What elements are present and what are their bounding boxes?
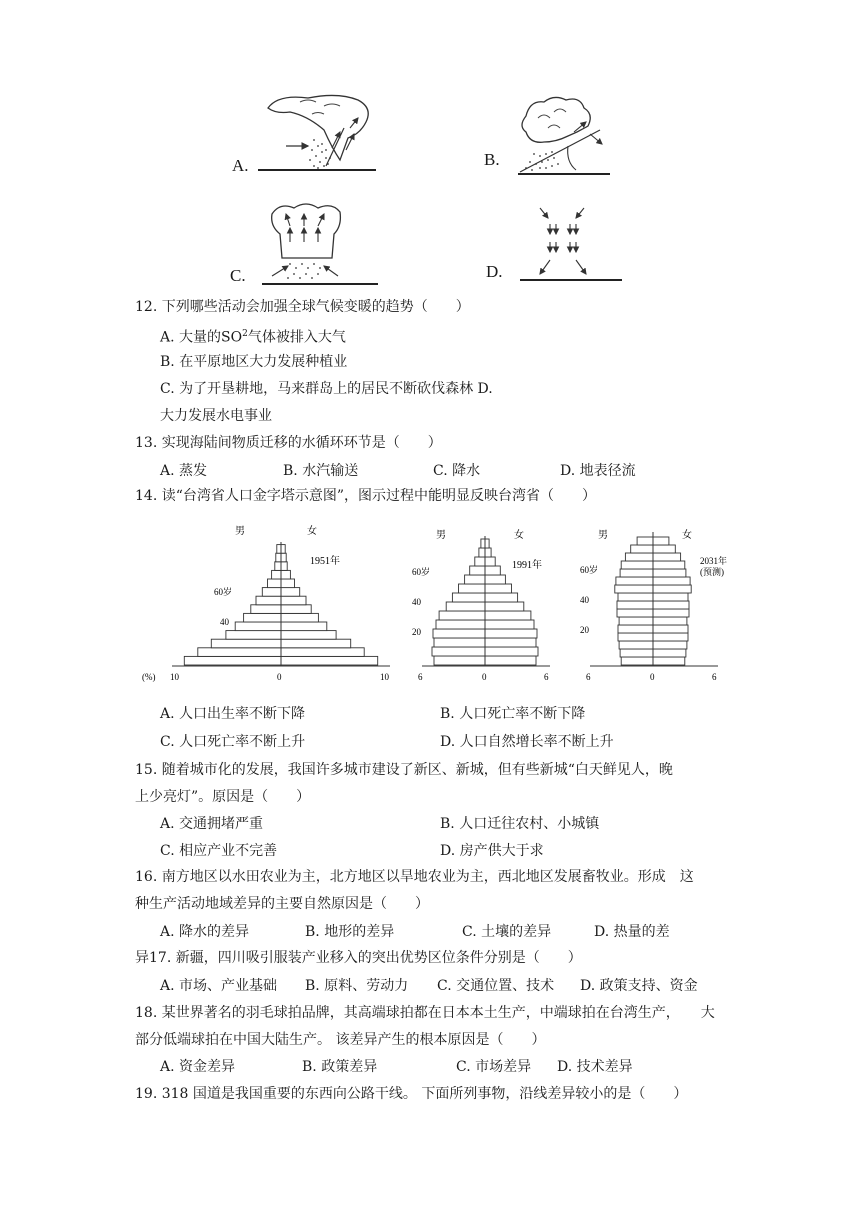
pyramid-1991-bar-female-12	[485, 548, 491, 557]
pyramid-2031-bar-female-4	[653, 625, 688, 633]
pyramid-1951-bar-male-7	[256, 596, 281, 605]
pyramid-1991-bar-female-8	[485, 584, 512, 593]
q16-option-c: C. 土壤的差异	[462, 924, 552, 940]
pyramid-1951-y-40: 40	[220, 617, 229, 627]
pyramid-2031-bar-female-0	[653, 657, 685, 665]
pyramid-2031-bar-male-8	[618, 593, 653, 601]
pyramid-2031-x-right: 6	[712, 672, 717, 682]
pyramid-1951-bar-male-5	[244, 613, 281, 622]
q16-stem-line2: 种生产活动地域差异的主要自然原因是（ ）	[135, 896, 429, 912]
q14-option-b: B. 人口死亡率不断下降	[440, 706, 586, 722]
pyramid-2031-bar-male-10	[616, 577, 653, 585]
pyramid-1951-male-label: 男	[235, 526, 245, 537]
pyramid-1991-bar-male-13	[481, 539, 485, 548]
q12-option-a-pre: A. 大量的SO	[160, 329, 243, 346]
pyramid-1951-bar-female-8	[281, 588, 300, 597]
q14-option-d: D. 人口自然增长率不断上升	[440, 734, 614, 750]
q18-option-b: B. 政策差异	[302, 1059, 378, 1075]
pyramid-1951-bar-female-9	[281, 579, 295, 588]
pyramid-1951-bar-male-3	[226, 631, 281, 640]
pyramid-1991-x-left: 6	[418, 672, 423, 682]
pyramid-2031-bar-male-11	[620, 569, 653, 577]
pyramid-1991-bar-male-4	[436, 620, 485, 629]
pyramid-2031-bar-female-3	[653, 633, 688, 641]
pyramid-1951-bar-female-0	[281, 656, 378, 665]
figure-label-a: A.	[232, 156, 249, 175]
pyramid-1991-bar-male-8	[459, 584, 486, 593]
q16-option-b: B. 地形的差异	[305, 924, 395, 940]
q13-option-b: B. 水汽输送	[283, 463, 359, 479]
pyramid-2031-y-40: 40	[580, 595, 589, 605]
pyramid-1991-year: 1991年	[512, 560, 542, 571]
pyramid-2031-bar-male-1	[620, 649, 653, 657]
q12-option-a-sup: 2	[242, 329, 248, 339]
pyramid-1991-bar-female-0	[485, 656, 536, 665]
pyramid-2031-bar-male-14	[631, 545, 653, 553]
q17-option-c: C. 交通位置、技术	[437, 978, 555, 994]
pyramid-1991-bar-female-2	[485, 638, 536, 647]
q15-option-c: C. 相应产业不完善	[160, 843, 278, 859]
pyramid-1991-bar-female-4	[485, 620, 534, 629]
q15-option-a: A. 交通拥堵严重	[160, 816, 264, 832]
pyramid-2031-bar-female-2	[653, 641, 687, 649]
pyramid-1991-bar-male-9	[465, 575, 485, 584]
q12-option-a	[160, 324, 346, 348]
pyramid-1951-bar-male-10	[272, 570, 281, 579]
pyramid-1951-x-zero: 0	[277, 672, 282, 682]
pyramid-2031-y-60: 60岁	[580, 565, 599, 575]
pyramid-2031-x-left: 6	[586, 672, 591, 682]
pyramid-1991-x-zero: 0	[482, 672, 487, 682]
pyramid-1951-bar-male-12	[276, 553, 281, 562]
pyramid-1991-bar-male-2	[434, 638, 485, 647]
q12-option-d: 大力发展水电事业	[160, 408, 272, 424]
pyramid-1951-bar-male-9	[268, 579, 282, 588]
pyramid-2031-bar-male-9	[615, 585, 653, 593]
q18-option-d: D. 技术差异	[557, 1059, 633, 1075]
pyramid-2031-bar-male-0	[621, 657, 653, 665]
pyramid-2031-bar-female-15	[653, 537, 669, 545]
q19-stem: 19. 318 国道是我国重要的东西向公路干线。 下面所列事物，沿线差异较小的是（ ）	[135, 1086, 688, 1102]
pyramid-2031-bar-female-7	[653, 601, 689, 609]
pyramid-2031-y-20: 20	[580, 625, 589, 635]
pyramid-2031	[576, 522, 736, 690]
low-pressure-convection-diagram	[228, 196, 388, 292]
q16-option-d: D. 热量的差	[594, 924, 670, 940]
pyramid-1991-female-label: 女	[514, 530, 524, 541]
pyramid-1991-y-40: 40	[412, 597, 421, 607]
pyramid-2031-bar-male-4	[618, 625, 653, 633]
weather-figure-d	[484, 200, 624, 292]
weather-figure-a	[228, 88, 378, 184]
pyramid-1991-bar-female-10	[485, 566, 500, 575]
pyramid-1951-bar-male-2	[211, 639, 281, 648]
pyramid-2031-bar-male-5	[619, 617, 653, 625]
q12-option-a-post: 气体被排入大气	[247, 329, 346, 346]
pyramid-2031-bar-female-6	[653, 609, 689, 617]
pyramid-1991-bar-female-3	[485, 629, 537, 638]
pyramid-1951-bar-female-5	[281, 613, 318, 622]
pyramid-1951-bar-male-1	[198, 648, 281, 657]
pyramid-1951-bar-female-12	[281, 553, 286, 562]
pyramid-2031-bar-male-2	[619, 641, 653, 649]
pyramid-1951-x-left: 10	[170, 672, 179, 682]
q17-option-d: D. 政策支持、资金	[580, 978, 698, 994]
warm-front-diagram	[482, 92, 612, 184]
q15-option-b: B. 人口迁往农村、小城镇	[440, 816, 600, 832]
q17-option-a: A. 市场、产业基础	[160, 978, 278, 994]
pyramid-1991-bar-female-6	[485, 602, 524, 611]
q16-stem-line1: 16. 南方地区以水田农业为主，北方地区以旱地农业为主，西北地区发展畜牧业。形成 这	[135, 869, 694, 885]
pyramid-1991-bar-female-5	[485, 611, 531, 620]
pyramid-2031-bar-female-9	[653, 585, 691, 593]
cold-front-diagram	[228, 88, 378, 184]
q18-option-c: C. 市场差异	[456, 1059, 532, 1075]
q14-option-c: C. 人口死亡率不断上升	[160, 734, 306, 750]
pyramid-1951-bar-female-1	[281, 648, 364, 657]
pyramid-1991-bar-female-1	[485, 647, 538, 656]
pyramid-1951-bar-female-4	[281, 622, 327, 631]
q13-option-a: A. 蒸发	[160, 463, 208, 479]
pyramid-2031-year: 2031年	[700, 556, 728, 566]
pyramid-1951-bar-female-13	[281, 545, 285, 554]
q15-option-d: D. 房产供大于求	[440, 843, 544, 859]
q17-stem: 异17. 新疆，四川吸引服装产业移入的突出优势区位条件分别是（ ）	[135, 950, 582, 966]
pyramid-1951-bar-male-0	[184, 656, 281, 665]
q14-stem: 14. 读“台湾省人口金字塔示意图”，图示过程中能明显反映台湾省（ ）	[135, 488, 597, 504]
pyramid-1951-bar-female-7	[281, 596, 306, 605]
pyramid-1951-bar-male-4	[235, 622, 281, 631]
pyramid-2031-bar-female-10	[653, 577, 690, 585]
pyramid-2031-bar-male-3	[618, 633, 653, 641]
pyramid-1991-bar-male-7	[452, 593, 485, 602]
q14-option-a: A. 人口出生率不断下降	[160, 706, 306, 722]
pyramid-1991-bar-female-11	[485, 557, 495, 566]
pyramid-2031-bar-female-11	[653, 569, 686, 577]
pyramid-1991-bar-female-13	[485, 539, 489, 548]
pyramid-1951-unit: (%)	[142, 672, 156, 682]
weather-figure-b	[482, 92, 612, 184]
pyramid-1991-bar-female-9	[485, 575, 505, 584]
pyramid-1991-bar-male-12	[479, 548, 485, 557]
pyramid-1951-y-60: 60岁	[214, 587, 233, 597]
q15-stem-line1: 15. 随着城市化的发展，我国许多城市建设了新区、新城，但有些新城“白天鲜见人，晚	[135, 762, 673, 778]
pyramid-1951	[140, 522, 400, 690]
q12-option-b: B. 在平原地区大力发展种植业	[160, 354, 348, 370]
pyramid-1991-y-20: 20	[412, 627, 421, 637]
pyramid-2031-bar-female-8	[653, 593, 688, 601]
q18-stem-line1: 18. 某世界著名的羽毛球拍品牌，其高端球拍都在日本本土生产，中端球拍在台湾生产， 大	[135, 1005, 715, 1021]
weather-figure-c	[228, 196, 388, 292]
pyramid-1991-bar-male-5	[439, 611, 485, 620]
pyramid-2031-bar-female-5	[653, 617, 687, 625]
pyramid-1991-x-right: 6	[544, 672, 549, 682]
pyramid-1951-bar-female-11	[281, 562, 287, 571]
q13-stem: 13. 实现海陆间物质迁移的水循环环节是（ ）	[135, 435, 442, 451]
pyramid-1991	[408, 522, 568, 690]
pyramid-1951-year: 1951年	[310, 556, 340, 567]
pyramid-1991-bar-female-7	[485, 593, 518, 602]
pyramid-2031-bar-male-13	[625, 553, 653, 561]
pyramid-2031-bar-male-7	[617, 601, 653, 609]
pyramid-1991-bar-male-11	[475, 557, 485, 566]
pyramid-1991-male-label: 男	[436, 530, 446, 541]
pyramid-1951-bar-male-13	[277, 545, 281, 554]
pyramid-1991-bar-male-0	[434, 656, 485, 665]
pyramid-1951-bar-male-11	[275, 562, 281, 571]
pyramid-2031-bar-female-12	[653, 561, 685, 569]
pyramid-2031-bar-female-13	[653, 553, 681, 561]
q18-stem-line2: 部分低端球拍在中国大陆生产。 该差异产生的根本原因是（ ）	[135, 1032, 546, 1048]
pyramid-2031-bar-male-6	[617, 609, 653, 617]
pyramid-2031-male-label: 男	[598, 530, 608, 541]
pyramid-2031-female-label: 女	[682, 530, 692, 541]
pyramid-2031-note: (预测)	[700, 567, 724, 577]
pyramid-1951-bar-male-6	[251, 605, 281, 614]
pyramid-2031-bar-female-14	[653, 545, 675, 553]
pyramid-1951-bar-female-3	[281, 631, 336, 640]
pyramid-2031-bar-female-1	[653, 649, 686, 657]
pyramid-1951-bar-male-8	[262, 588, 281, 597]
pyramid-2031-bar-male-12	[621, 561, 653, 569]
pyramid-2031-x-zero: 0	[650, 672, 655, 682]
figure-label-c: C.	[230, 266, 246, 285]
pyramid-1951-female-label: 女	[307, 526, 317, 537]
figure-label-d: D.	[486, 262, 503, 281]
pyramid-1951-bar-female-2	[281, 639, 351, 648]
q12-option-c: C. 为了开垦耕地，马来群岛上的居民不断砍伐森林 D.	[160, 381, 493, 397]
q18-option-a: A. 资金差异	[160, 1059, 236, 1075]
pyramid-1951-bar-female-10	[281, 570, 290, 579]
pyramid-1991-bar-male-6	[446, 602, 485, 611]
pyramid-1991-bar-male-10	[470, 566, 485, 575]
q16-option-a: A. 降水的差异	[160, 924, 250, 940]
pyramid-1991-bar-male-1	[432, 647, 485, 656]
pyramid-1991-y-60: 60岁	[412, 567, 431, 577]
q13-option-d: D. 地表径流	[560, 463, 636, 479]
pyramid-2031-bar-male-15	[637, 537, 653, 545]
pyramid-1991-bar-male-3	[433, 629, 485, 638]
q17-option-b: B. 原料、劳动力	[305, 978, 409, 994]
pyramid-1951-x-right: 10	[380, 672, 389, 682]
q12-stem: 12. 下列哪些活动会加强全球气候变暖的趋势（ ）	[135, 299, 470, 315]
high-pressure-subsidence-diagram	[484, 200, 624, 292]
pyramid-1951-bar-female-6	[281, 605, 311, 614]
figure-label-b: B.	[484, 150, 500, 169]
q13-option-c: C. 降水	[433, 463, 481, 479]
q15-stem-line2: 上少亮灯”。原因是（ ）	[135, 789, 311, 805]
